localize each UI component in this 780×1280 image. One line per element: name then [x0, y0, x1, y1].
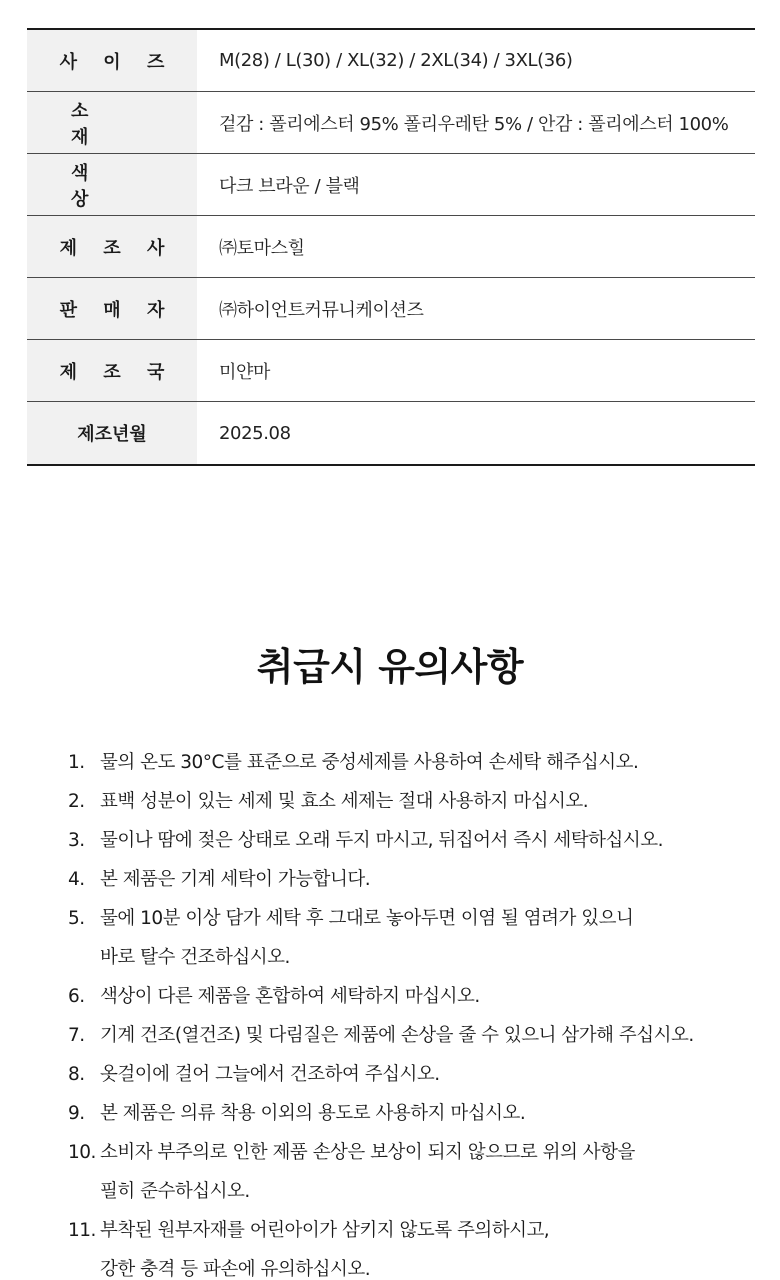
care-item-text	[100, 977, 758, 1016]
spec-row-material	[27, 92, 755, 154]
care-item-line: 본 제품은 의류 착용 이외의 용도로 사용하지 마십시오.	[100, 1103, 526, 1124]
spec-value: M(28) / L(30) / XL(32) / 2XL(34) / 3XL(36)	[219, 50, 573, 71]
care-item-text	[100, 899, 758, 977]
care-item-line: 표백 성분이 있는 세제 및 효소 세제는 절대 사용하지 마십시오.	[100, 791, 589, 812]
care-item	[68, 977, 758, 1016]
spec-label: 판 매 자	[27, 278, 197, 339]
care-item-line: 물의 온도 30°C를 표준으로 중성세제를 사용하여 손세탁 해주십시오.	[100, 752, 639, 773]
care-item-line: 물이나 땀에 젖은 상태로 오래 두지 마시고, 뒤집어서 즉시 세탁하십시오.	[100, 830, 663, 851]
care-instructions-title: 취급시 유의사항	[256, 645, 524, 689]
care-item-line: 본 제품은 기계 세탁이 가능합니다.	[100, 869, 371, 890]
care-item-line: 바로 탈수 건조하십시오.	[100, 947, 290, 968]
care-item	[68, 860, 758, 899]
spec-value: 다크 브라운 / 블랙	[219, 175, 360, 197]
care-item-text	[100, 860, 758, 899]
care-item-text	[100, 821, 758, 860]
spec-value: ㈜하이언트커뮤니케이션즈	[219, 299, 424, 321]
care-item-line: 부착된 원부자재를 어린아이가 삼키지 않도록 주의하시고,	[100, 1220, 550, 1241]
care-item-text	[100, 1133, 758, 1211]
care-item	[68, 782, 758, 821]
care-item-number: 8.	[68, 1064, 85, 1085]
care-item-number: 9.	[68, 1103, 85, 1124]
care-item	[68, 899, 758, 977]
care-item	[68, 1055, 758, 1094]
care-item-text	[100, 743, 758, 782]
spec-label: 제조년월	[27, 402, 197, 464]
care-instructions-list	[68, 743, 758, 1280]
care-item-text	[100, 782, 758, 821]
care-item-line: 색상이 다른 제품을 혼합하여 세탁하지 마십시오.	[100, 986, 480, 1007]
care-item-line: 필히 준수하십시오.	[100, 1181, 250, 1202]
care-item-number: 11.	[68, 1220, 96, 1241]
care-item-line: 물에 10분 이상 담가 세탁 후 그대로 놓아두면 이염 될 염려가 있으니	[100, 908, 634, 929]
spec-row-size	[27, 30, 755, 92]
spec-label: 사 이 즈	[27, 30, 197, 91]
care-item-number: 4.	[68, 869, 85, 890]
spec-row-seller	[27, 278, 755, 340]
spec-value: 겉감 : 폴리에스터 95% 폴리우레탄 5% / 안감 : 폴리에스터 100%	[219, 113, 729, 135]
spec-label: 색 상	[27, 154, 197, 215]
spec-label: 제 조 국	[27, 340, 197, 401]
care-item-number: 10.	[68, 1142, 96, 1163]
care-item-number: 7.	[68, 1025, 85, 1046]
spec-label: 소 재	[27, 92, 197, 153]
spec-value: ㈜토마스힐	[219, 237, 305, 259]
care-item-line: 기계 건조(열건조) 및 다림질은 제품에 손상을 줄 수 있으니 삼가해 주십시오.	[100, 1025, 694, 1046]
spec-row-manufacturer	[27, 216, 755, 278]
care-item-line: 소비자 부주의로 인한 제품 손상은 보상이 되지 않으므로 위의 사항을	[100, 1142, 635, 1163]
care-item-line: 강한 충격 등 파손에 유의하십시오.	[100, 1259, 371, 1280]
care-item-text	[100, 1055, 758, 1094]
care-item-text	[100, 1094, 758, 1133]
care-item-number: 6.	[68, 986, 85, 1007]
care-item-number: 2.	[68, 791, 85, 812]
care-item	[68, 1133, 758, 1211]
care-item	[68, 743, 758, 782]
spec-row-manufacture-date	[27, 402, 755, 464]
care-item-number: 5.	[68, 908, 85, 929]
spec-value: 2025.08	[219, 422, 291, 444]
product-spec-table	[27, 28, 755, 466]
care-item	[68, 1094, 758, 1133]
care-item	[68, 821, 758, 860]
care-item	[68, 1211, 758, 1280]
care-item-number: 3.	[68, 830, 85, 851]
care-item	[68, 1016, 758, 1055]
spec-row-color	[27, 154, 755, 216]
spec-label: 제 조 사	[27, 216, 197, 277]
care-item-line: 옷걸이에 걸어 그늘에서 건조하여 주십시오.	[100, 1064, 440, 1085]
spec-row-country	[27, 340, 755, 402]
care-item-text	[100, 1016, 758, 1055]
care-item-number: 1.	[68, 752, 85, 773]
spec-value: 미얀마	[219, 361, 270, 383]
care-item-text	[100, 1211, 758, 1280]
